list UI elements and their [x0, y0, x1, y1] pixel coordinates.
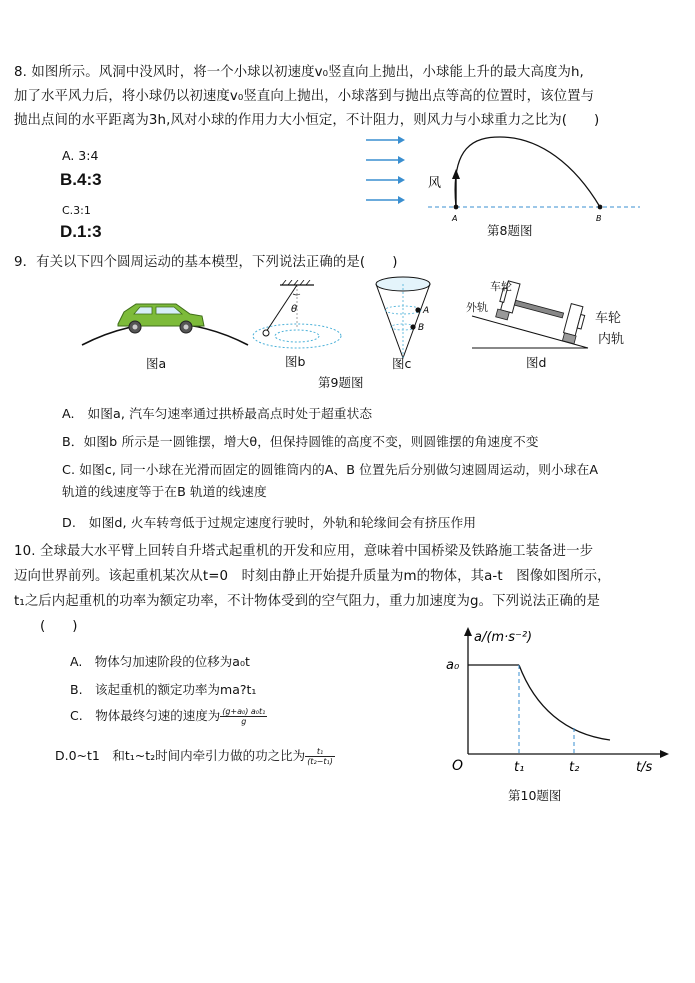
q10-figure-caption: 第10题图: [508, 788, 562, 803]
q8-velocity-arrow: [452, 169, 460, 179]
q9-cone-a: A: [423, 306, 430, 316]
q9-caption-a: 图a: [146, 356, 167, 371]
q8-stem-line2: 加了水平风力后，将小球仍以初速度v₀竖直向上抛出，小球落到与抛出点等高的位置时，该位置与: [14, 89, 595, 104]
q9-caption-b: 图b: [285, 354, 306, 369]
q9-option-c-line2: 轨道的线速度等于在B 轨道的线速度: [62, 484, 267, 499]
q9-figure-b: [248, 280, 373, 360]
q9-label-outer-rail: 外轨: [466, 301, 488, 314]
q8-option-b: B.4:3: [60, 170, 102, 189]
q9-figure-c: [370, 272, 440, 362]
q8-option-d: D.1:3: [60, 222, 102, 241]
graph-t2-label: t₂: [569, 760, 580, 775]
q10-option-d-numerator: t₁: [305, 747, 335, 757]
q8-figure-caption: 第8题图: [487, 223, 533, 238]
q10-graph: [440, 622, 680, 782]
bridge-arch: [82, 324, 248, 346]
q9-option-a: A. 如图a, 汽车匀速率通过拱桥最高点时处于超重状态: [62, 406, 373, 421]
orbit-inner: [275, 330, 319, 342]
q8-point-b: B: [596, 214, 602, 223]
graph-xlabel: t/s: [636, 760, 653, 775]
q10-option-c: [70, 706, 267, 726]
q9-cone-b: B: [418, 323, 425, 333]
graph-ylabel: a/(m·s⁻²): [474, 630, 533, 645]
decay-curve: [519, 665, 610, 740]
q10-option-a: A. 物体匀加速阶段的位移为a₀t: [70, 654, 250, 669]
graph-a0-label: a₀: [446, 658, 460, 673]
q8-option-a: A. 3:4: [62, 148, 99, 163]
q9-option-c-line1: C. 如图c, 同一小球在光滑而固定的圆锥筒内的A、B 位置先后分别做匀速圆周运动，则小球在A: [62, 462, 599, 477]
q8-stem-line3: 抛出点间的水平距离为3h,风对小球的作用力大小恒定，不计阻力，则风力与小球重力之比为( ): [14, 113, 600, 128]
q10-option-b: B. 该起重机的额定功率为ma?t₁: [70, 682, 257, 697]
q9-caption-d: 图d: [526, 355, 547, 370]
q10-stem-line4: ( ): [40, 619, 78, 634]
graph-t1-label: t₁: [514, 760, 525, 775]
wind-arrows: [366, 136, 405, 204]
q9-label-wheel-right: 车轮: [595, 311, 622, 326]
q9-caption-c: 图c: [392, 356, 412, 371]
q8-wind-label: 风: [428, 176, 442, 191]
q10-option-c-text: C. 物体最终匀速的速度为: [70, 708, 221, 723]
q9-theta: θ: [291, 304, 298, 315]
graph-origin: O: [452, 758, 464, 774]
q8-option-c: C.3:1: [62, 204, 91, 217]
car-icon: [118, 304, 204, 333]
q10-option-c-denominator: g: [241, 717, 247, 726]
q9-stem: 9．有关以下四个圆周运动的基本模型，下列说法正确的是( ): [14, 255, 398, 270]
q9-label-wheel-left: 车轮: [490, 280, 512, 293]
q10-option-d-denominator: (t₂−t₁): [307, 757, 333, 766]
q9-figure-caption: 第9题图: [318, 375, 364, 390]
q8-point-a: A: [452, 214, 458, 223]
q10-stem-line1: 10. 全球最大水平臂上回转自升塔式起重机的开发和应用，意味着中国桥梁及铁路施工装备进一步: [14, 544, 594, 559]
q10-stem-line3: t₁之后内起重机的功率为额定功率，不计物体受到的空气阻力，重力加速度为g。下列说法正确的是: [14, 594, 601, 609]
q8-stem-line1: 8. 如图所示。风洞中没风时，将一个小球以初速度v₀竖直向上抛出，小球能上升的最大高度为h,: [14, 65, 584, 80]
q10-option-d-text: D.0~t1 和t₁~t₂时间内牵引力做的功之比为: [55, 748, 306, 763]
q10-option-d: [55, 746, 335, 766]
q9-label-inner-rail: 内轨: [598, 332, 625, 347]
q10-option-c-numerator: (g+a₀) a₀t₁: [222, 707, 266, 716]
q9-figure-a: [80, 290, 250, 360]
q10-stem-line2: 迈向世界前列。该起重机某次从t=0 时刻由静止开始提升质量为m的物体，其a-t 图像如图所示，: [14, 569, 611, 584]
q8-trajectory: [455, 137, 600, 207]
q9-option-b: B．如图b 所示是一圆锥摆，增大θ，但保持圆锥的高度不变，则圆锥摆的角速度不变: [62, 434, 539, 449]
q9-option-d: D. 如图d, 火车转弯低于过规定速度行驶时，外轨和轮缘间会有挤压作用: [62, 515, 477, 530]
